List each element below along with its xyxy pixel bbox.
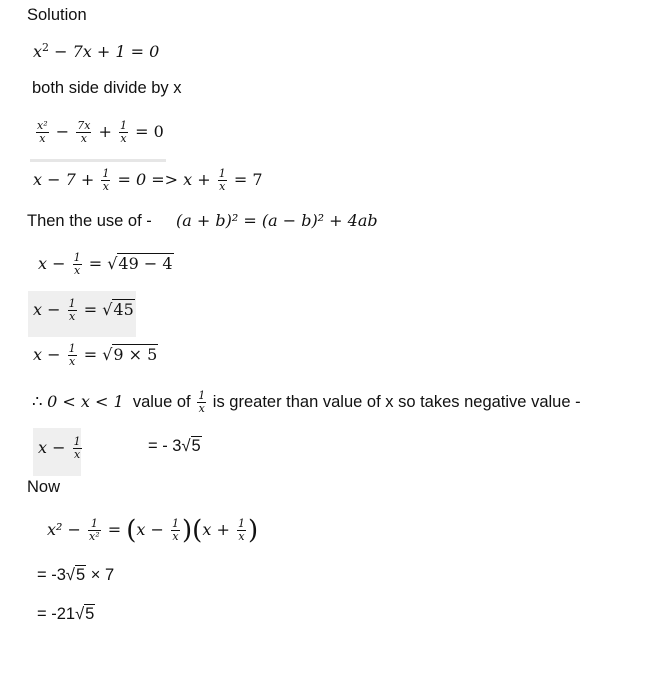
eq3-fraction-2: $\frac{1}{x}$ <box>218 167 226 193</box>
result-2 <box>37 604 95 624</box>
eq8-equals: = <box>107 520 122 539</box>
equation-6 <box>33 343 158 368</box>
eq1-rest: − 7x + 1 = 0 <box>49 42 160 61</box>
eq7-rhs-value: = - 3 <box>148 437 182 455</box>
result-1 <box>37 565 114 585</box>
equation-3 <box>33 168 263 193</box>
eq7-fraction: $\frac{1}{x}$ <box>73 435 81 461</box>
heading: Solution <box>27 6 87 24</box>
equation-2: $\frac{\text{x²}}{x}$ − $\frac{7x}{x}$ + $\frac{1}{x}$ = 0 <box>37 119 164 145</box>
eq5-fraction: $\frac{1}{x}$ <box>68 297 76 323</box>
eq4-radical: 49 − 4 <box>118 254 173 273</box>
condition-text-1: value of <box>132 392 191 411</box>
result-1-prefix: = -3 <box>37 566 66 584</box>
eq4-fraction: $\frac{1}{x}$ <box>73 251 81 277</box>
eq1-exponent: 2 <box>42 41 50 54</box>
eq2-rhs: = 0 <box>135 122 164 141</box>
result-2-radical: 5 <box>85 605 95 623</box>
eq8-fraction: $\frac{1}{\text{x²}}$ <box>89 517 100 543</box>
sqrt-icon: √ <box>102 300 113 319</box>
text-divide: both side divide by x <box>32 79 182 97</box>
condition-text-2: is greater than value of x so takes negative value - <box>212 392 581 411</box>
eq7-radical: 5 <box>191 437 201 455</box>
eq7-lhs: x − <box>38 438 66 457</box>
eq5-radical: 45 <box>113 300 134 319</box>
eq1-x: x <box>33 42 43 61</box>
condition-line <box>32 390 581 415</box>
equation-8: x² − $\frac{1}{\text{x²}}$ = (x − $\frac{1}{x}$ )(x + $\frac{1}{x}$ ) <box>47 515 259 546</box>
eq2-fraction-2: $\frac{7x}{x}$ <box>77 119 91 145</box>
eq5-equals: = <box>83 300 98 319</box>
sqrt-icon: √ <box>75 605 85 623</box>
eq3-rhs: = 7 <box>233 170 263 189</box>
condition-fraction: $\frac{1}{x}$ <box>198 389 206 415</box>
eq3-fraction-1: $\frac{1}{x}$ <box>102 167 110 193</box>
equation-7-lhs <box>38 436 84 461</box>
identity-formula: (a + b)² = (a − b)² + 4ab <box>176 211 378 230</box>
condition-range: 0 < x < 1 <box>47 391 124 411</box>
result-2-prefix: = -21 <box>37 605 76 623</box>
eq3-left: x − 7 + <box>33 170 95 189</box>
eq8-paren1-fraction: $\frac{1}{x}$ <box>172 517 180 543</box>
now-label: Now <box>27 478 61 496</box>
eq6-lhs: x − <box>33 345 61 364</box>
eq8-paren2-fraction: $\frac{1}{x}$ <box>237 517 245 543</box>
eq6-equals: = <box>83 345 98 364</box>
equation-1 <box>33 42 159 62</box>
eq8-paren2-text: x + <box>202 520 230 539</box>
eq6-radical: 9 × 5 <box>113 345 158 364</box>
eq8-paren1-text: x − <box>136 520 164 539</box>
sqrt-icon: √ <box>181 437 191 455</box>
sqrt-icon: √ <box>102 345 113 364</box>
result-1-suffix: × 7 <box>90 566 115 584</box>
eq4-lhs: x − <box>38 254 66 273</box>
equation-5 <box>33 298 135 323</box>
eq6-fraction: $\frac{1}{x}$ <box>68 342 76 368</box>
eq3-mid: = 0 => x + <box>117 170 211 189</box>
equation-4 <box>38 252 174 277</box>
therefore-icon: ∴ <box>32 392 43 411</box>
eq8-lhs: x² − <box>47 520 81 539</box>
sqrt-icon: √ <box>65 566 75 584</box>
eq4-equals: = <box>88 254 103 273</box>
equation-7-rhs <box>148 436 202 456</box>
identity-text: Then the use of - <box>27 212 152 230</box>
eq2-fraction-3: $\frac{1}{x}$ <box>120 119 128 145</box>
eq2-fraction-1: $\frac{\text{x²}}{x}$ <box>37 119 48 145</box>
divider-rule <box>30 159 166 162</box>
result-1-radical: 5 <box>75 566 86 584</box>
sqrt-icon: √ <box>107 254 118 273</box>
eq5-lhs: x − <box>33 300 61 319</box>
